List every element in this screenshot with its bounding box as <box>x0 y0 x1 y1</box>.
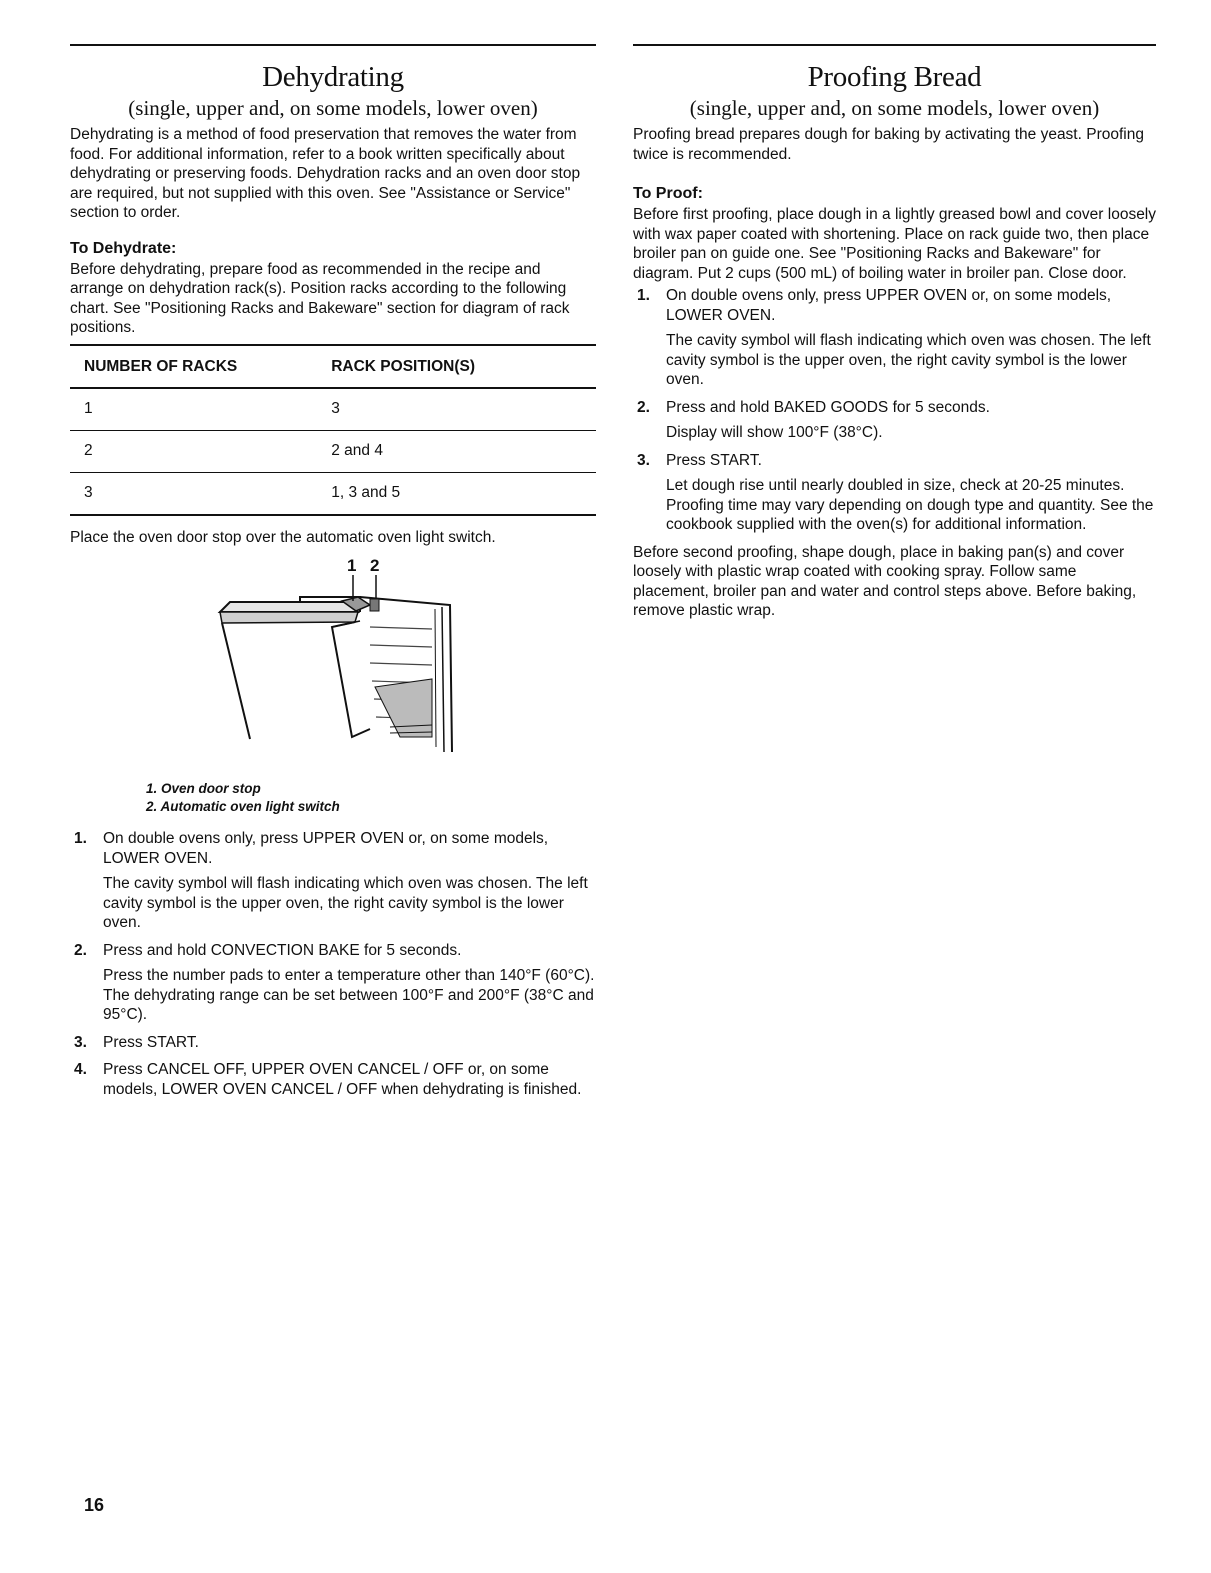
step-number: 4. <box>74 1061 87 1078</box>
table-cell: 3 <box>317 388 596 431</box>
step-detail: Press the number pads to enter a temperature other than 140°F (60°C). The dehydrating range can be set between 100°F and 200°F (38°C and 95°C). <box>103 967 595 1023</box>
step-text: Press START. <box>666 451 762 469</box>
subheading: To Dehydrate: <box>70 239 177 257</box>
table-header-row <box>70 345 596 388</box>
step-text: On double ovens only, press UPPER OVEN or, on some models, LOWER OVEN. <box>103 830 549 867</box>
section-title: Dehydrating <box>262 61 404 93</box>
dehydrating-section <box>70 44 596 1107</box>
callout-number: 2 <box>370 556 380 575</box>
table-cell: 3 <box>70 472 317 515</box>
step-text: Press and hold BAKED GOODS for 5 seconds. <box>666 398 990 416</box>
figure-caption: 1. Oven door stop <box>146 781 261 796</box>
step-number: 2. <box>637 398 650 416</box>
step-number: 1. <box>74 830 87 847</box>
table-row <box>70 472 596 515</box>
table-cell: 1, 3 and 5 <box>317 472 596 515</box>
step-detail: Display will show 100°F (38°C). <box>666 424 883 441</box>
step-detail: The cavity symbol will flash indicating which oven was chosen. The left cavity symbol is the upper oven, the right cavity symbol is the lower oven. <box>666 332 1151 388</box>
list-item <box>70 941 596 1025</box>
step-text: Press CANCEL OFF, UPPER OVEN CANCEL / OFF or, on some models, LOWER OVEN CANCEL / OFF when dehydrating is finished. <box>103 1061 582 1098</box>
intro-paragraph: Dehydrating is a method of food preservation that removes the water from food. For additional information, refer to a book written specifically about dehydrating or preserving foods. Dehydration racks and an oven door stop are required, but not supplied with this oven. See "Assistance or Service" section to order. <box>70 126 581 221</box>
oven-door-illustration <box>70 557 596 772</box>
callout-number: 1 <box>347 556 357 575</box>
table-header-cell: RACK POSITION(S) <box>317 345 596 388</box>
step-text: On double ovens only, press UPPER OVEN or, on some models, LOWER OVEN. <box>666 287 1112 324</box>
prep-paragraph: Before dehydrating, prepare food as recommended in the recipe and arrange on dehydration rack(s). Position racks according to the following chart. See "Positioning Racks and Bakeware" section for diagram of rack positions. <box>70 260 570 336</box>
step-text: Press and hold CONVECTION BAKE for 5 seconds. <box>103 941 462 959</box>
step-number: 3. <box>637 451 650 469</box>
list-item <box>633 398 1156 443</box>
step-number: 2. <box>74 941 87 959</box>
table-row <box>70 388 596 431</box>
list-item <box>70 829 596 933</box>
second-proof-paragraph: Before second proofing, shape dough, place in baking pan(s) and cover loosely with plastic wrap coated with cooking spray. Follow same placement, broiler pan and water and control steps above. Before baking, remove plastic wrap. <box>633 543 1137 619</box>
first-proof-paragraph: Before first proofing, place dough in a lightly greased bowl and cover loosely with wax paper coated with shortening. Place on rack guide two, then place broiler pan on guide one. See "Positioning Racks and Bakeware" for diagram. Put 2 cups (500 mL) of boiling water in broiler pan. Close door. <box>633 206 1157 282</box>
step-text: Press START. <box>103 1033 199 1051</box>
figure-caption: 2. Automatic oven light switch <box>146 798 340 814</box>
section-subtitle: (single, upper and, on some models, lower oven) <box>128 96 538 120</box>
table-cell: 2 <box>70 430 317 472</box>
step-number: 3. <box>74 1033 87 1051</box>
section-title: Proofing Bread <box>807 61 982 93</box>
list-item <box>633 451 1156 535</box>
list-item <box>70 1033 596 1053</box>
rack-position-table <box>70 344 596 516</box>
table-cell: 1 <box>70 388 317 431</box>
oven-door-figure <box>70 557 596 772</box>
section-rule <box>70 44 596 46</box>
door-stop-note: Place the oven door stop over the automatic oven light switch. <box>70 528 496 546</box>
table-header-cell: NUMBER OF RACKS <box>70 345 317 388</box>
proof-steps <box>633 286 1156 535</box>
list-item <box>70 1060 596 1099</box>
list-item <box>633 286 1156 390</box>
section-rule <box>633 44 1156 46</box>
step-detail: Let dough rise until nearly doubled in size, check at 20-25 minutes. Proofing time may vary depending on dough type and quantity. See the cookbook supplied with the oven(s) for additional information. <box>666 477 1154 533</box>
page-number: 16 <box>84 1495 105 1515</box>
proofing-section <box>633 44 1156 621</box>
step-detail: The cavity symbol will flash indicating which oven was chosen. The left cavity symbol is the upper oven, the right cavity symbol is the lower oven. <box>103 875 588 931</box>
dehydrate-steps <box>70 829 596 1099</box>
table-row <box>70 430 596 472</box>
section-subtitle: (single, upper and, on some models, lower oven) <box>689 96 1100 120</box>
table-cell: 2 and 4 <box>317 430 596 472</box>
figure-captions <box>146 780 596 815</box>
intro-paragraph: Proofing bread prepares dough for baking by activating the yeast. Proofing twice is recommended. <box>633 126 1144 163</box>
step-number: 1. <box>637 287 650 304</box>
subheading: To Proof: <box>633 185 703 202</box>
